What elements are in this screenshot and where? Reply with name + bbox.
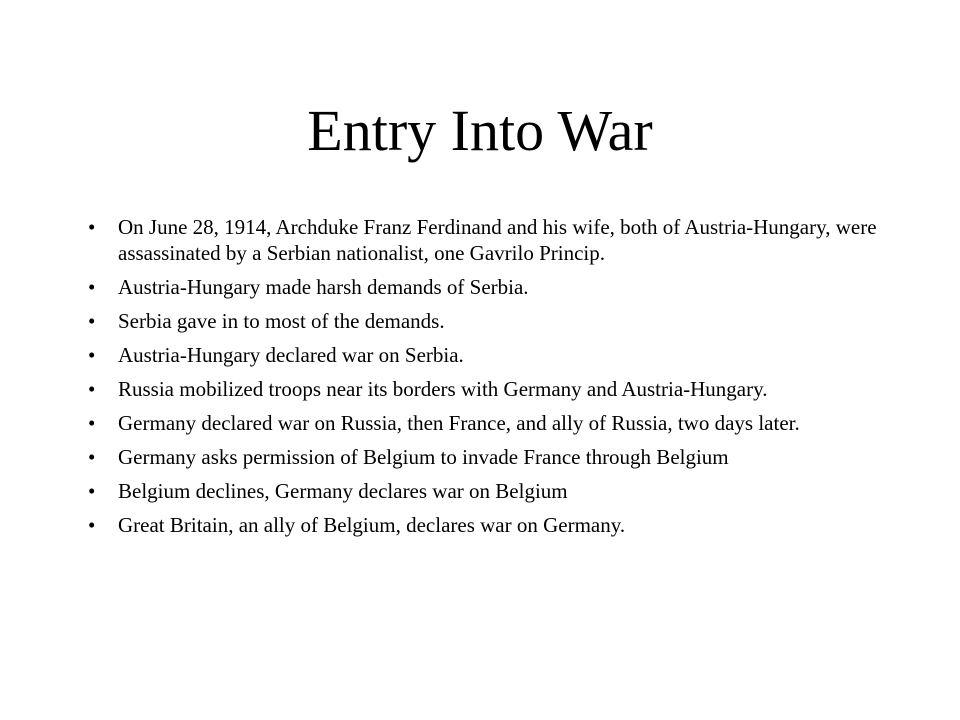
bullet-icon: • [88,445,96,469]
bullet-item [88,342,878,368]
bullet-text: Belgium declines, Germany declares war on Belgium [118,479,568,503]
bullet-item [88,274,878,300]
bullet-item [88,214,878,266]
bullet-text: Serbia gave in to most of the demands. [118,309,445,333]
bullet-item [88,444,878,470]
bullet-icon: • [88,377,96,401]
bullet-text: On June 28, 1914, Archduke Franz Ferdinand and his wife, both of Austria-Hungary, were assassinated by a Serbian nationalist, one Gavrilo Princip. [118,215,877,265]
bullet-icon: • [88,215,96,239]
bullet-icon: • [88,275,96,299]
bullet-icon: • [88,343,96,367]
bullet-list [88,214,878,546]
bullet-item [88,376,878,402]
bullet-icon: • [88,309,96,333]
bullet-icon: • [88,411,96,435]
slide-title: Entry Into War [307,98,653,163]
bullet-item [88,478,878,504]
bullet-item [88,512,878,538]
bullet-text: Great Britain, an ally of Belgium, declares war on Germany. [118,513,626,537]
bullet-text: Germany declared war on Russia, then France, and ally of Russia, two days later. [118,411,800,435]
bullet-text: Austria-Hungary made harsh demands of Serbia. [118,275,529,299]
bullet-text: Russia mobilized troops near its borders with Germany and Austria-Hungary. [118,377,768,401]
bullet-icon: • [88,479,96,503]
bullet-icon: • [88,513,96,537]
bullet-item [88,308,878,334]
bullet-text: Austria-Hungary declared war on Serbia. [118,343,464,367]
bullet-text: Germany asks permission of Belgium to invade France through Belgium [118,445,729,469]
bullet-item [88,410,878,436]
